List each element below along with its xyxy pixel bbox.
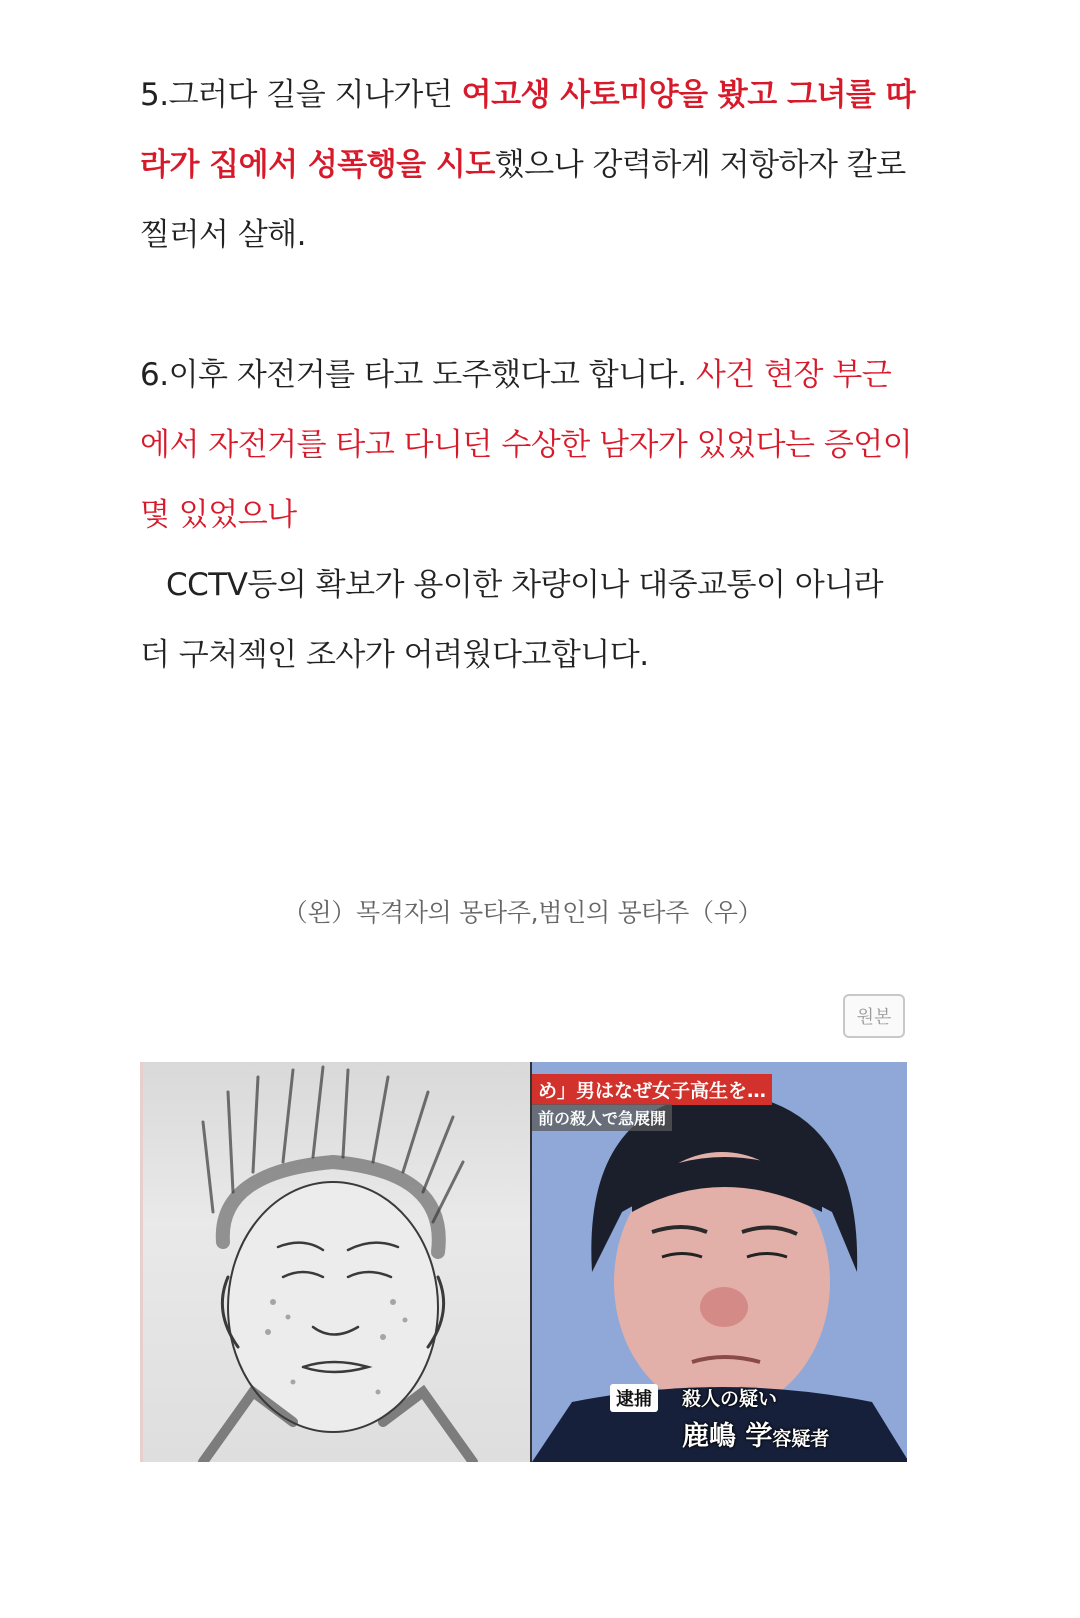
tv-name-suffix: 容疑者 — [772, 1428, 830, 1450]
image-caption: （왼）목격자의 몽타주,범인의 몽타주（우） — [282, 898, 763, 927]
comparison-image[interactable] — [140, 1062, 907, 1462]
paragraph-6 — [140, 340, 920, 690]
para6-continuation: CCTV등의 확보가 용이한 차량이나 대중교통이 아니라 더 구처젝인 조사가 어려웠다고합니다. — [140, 567, 884, 673]
sketch-face-icon — [143, 1062, 530, 1462]
paragraph-5 — [140, 60, 920, 270]
suspect-photo-image — [530, 1062, 907, 1462]
tv-subheadline: 前の殺人で急展開 — [532, 1104, 672, 1131]
para6-highlight: 사건 현장 부근에서 자전거를 타고 다니던 수상한 남자가 있었다는 증언이 몇 있었으나 — [140, 357, 913, 533]
tv-charge-text: 殺人の疑い — [682, 1388, 778, 1410]
article-body — [140, 60, 920, 690]
para6-text: 6.이후 자전거를 타고 도주했다고 합니다. — [140, 357, 696, 393]
tv-name-text: 鹿嶋 学 — [682, 1421, 773, 1452]
para5-text: 5.그러다 길을 지나가던 — [140, 77, 462, 113]
para5-suffix: 했으나 강력하게 저항하자 칼로 찔러서 살해. — [140, 147, 906, 253]
tv-arrest-label: 逮捕 — [610, 1384, 658, 1412]
tv-headline: め」男はなぜ女子高生を… — [532, 1074, 772, 1105]
composite-sketch-image — [140, 1062, 530, 1462]
view-original-button[interactable]: 원본 — [843, 994, 905, 1038]
para5-highlight: 여고생 사토미양을 봤고 그녀를 따라가 집에서 성폭행을 시도 — [140, 77, 916, 183]
tv-suspect-name — [682, 1414, 829, 1453]
